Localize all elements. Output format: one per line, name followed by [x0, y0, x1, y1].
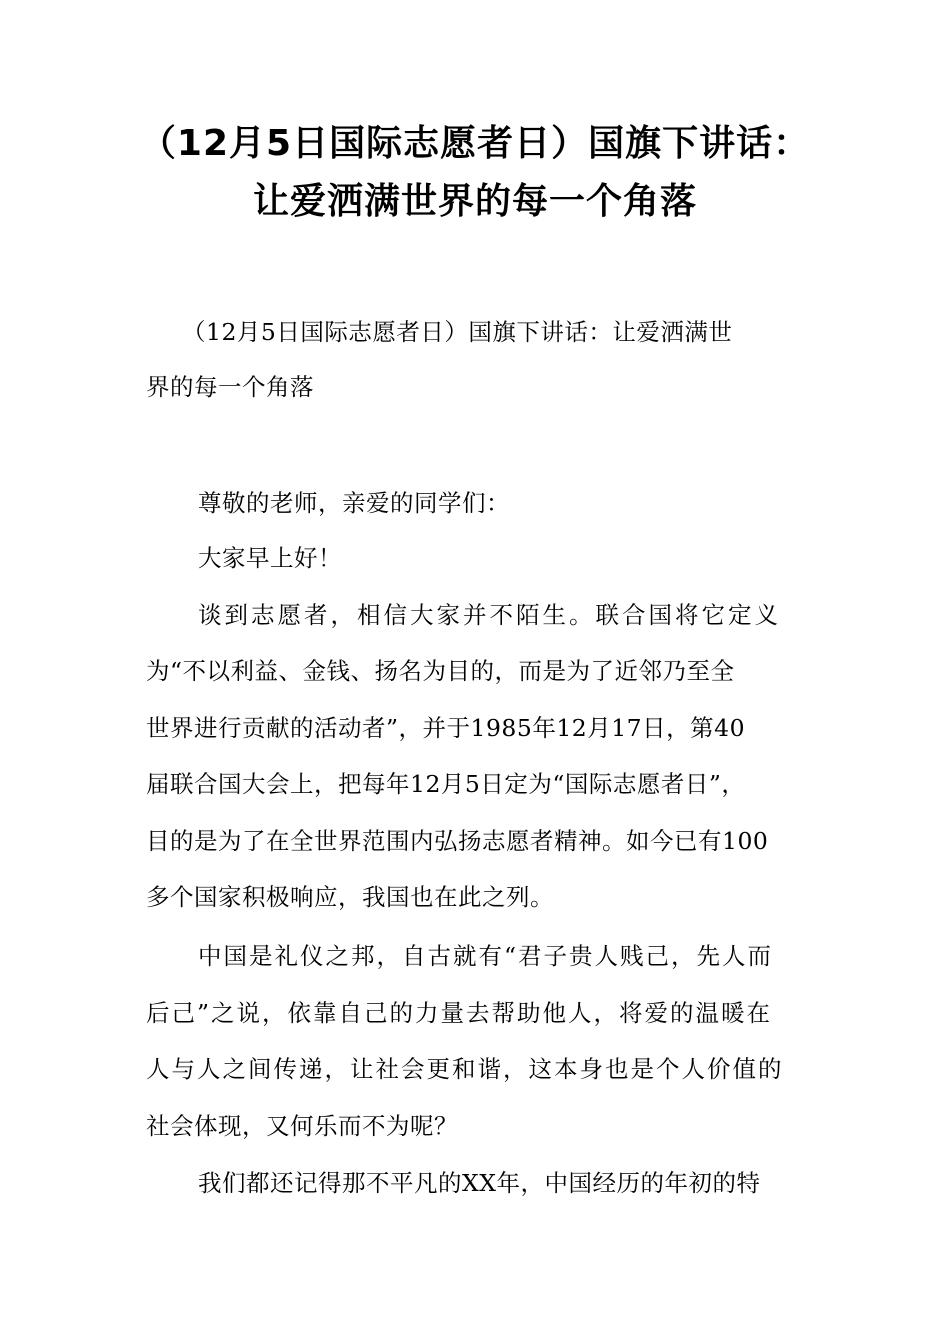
greeting: 尊敬的老师，亲爱的同学们： — [198, 489, 510, 517]
paragraph-1-line-4: 届联合国大会上，把每年12月5日定为“国际志愿者日”， — [146, 770, 746, 798]
paragraph-1-line-5: 目的是为了在全世界范围内弘扬志愿者精神。如今已有100 — [146, 827, 769, 855]
paragraph-1-line-2: 为“不以利益、金钱、扬名为目的，而是为了近邻乃至全 — [146, 657, 735, 685]
paragraph-1-line-1: 谈到志愿者，相信大家并不陌生。联合国将它定义 — [198, 601, 781, 629]
paragraph-2-line-2: 后己”之说，依靠自己的力量去帮助他人，将爱的温暖在 — [146, 999, 773, 1027]
paragraph-2-line-4: 社会体现，又何乐而不为呢？ — [146, 1112, 458, 1140]
document-title-line-2: 让爱洒满世界的每一个角落 — [252, 181, 697, 222]
paragraph-2-line-1: 中国是礼仪之邦，自古就有“君子贵人贱己，先人而 — [198, 942, 774, 970]
paragraph-3-line-1: 我们都还记得那不平凡的XX年，中国经历的年初的特 — [198, 1169, 761, 1197]
subtitle-line-2: 界的每一个角落 — [146, 373, 314, 401]
subtitle-line-1: （12月5日国际志愿者日）国旗下讲话：让爱洒满世 — [182, 318, 733, 346]
salutation: 大家早上好！ — [198, 544, 342, 572]
paragraph-1-line-3: 世界进行贡献的活动者”，并于1985年12月17日，第40 — [146, 714, 746, 742]
document-title-line-1: （12月5日国际志愿者日）国旗下讲话： — [139, 123, 811, 164]
paragraph-1-line-6: 多个国家积极响应，我国也在此之列。 — [146, 883, 554, 911]
paragraph-2-line-3: 人与人之间传递，让社会更和谐，这本身也是个人价值的 — [146, 1055, 784, 1083]
